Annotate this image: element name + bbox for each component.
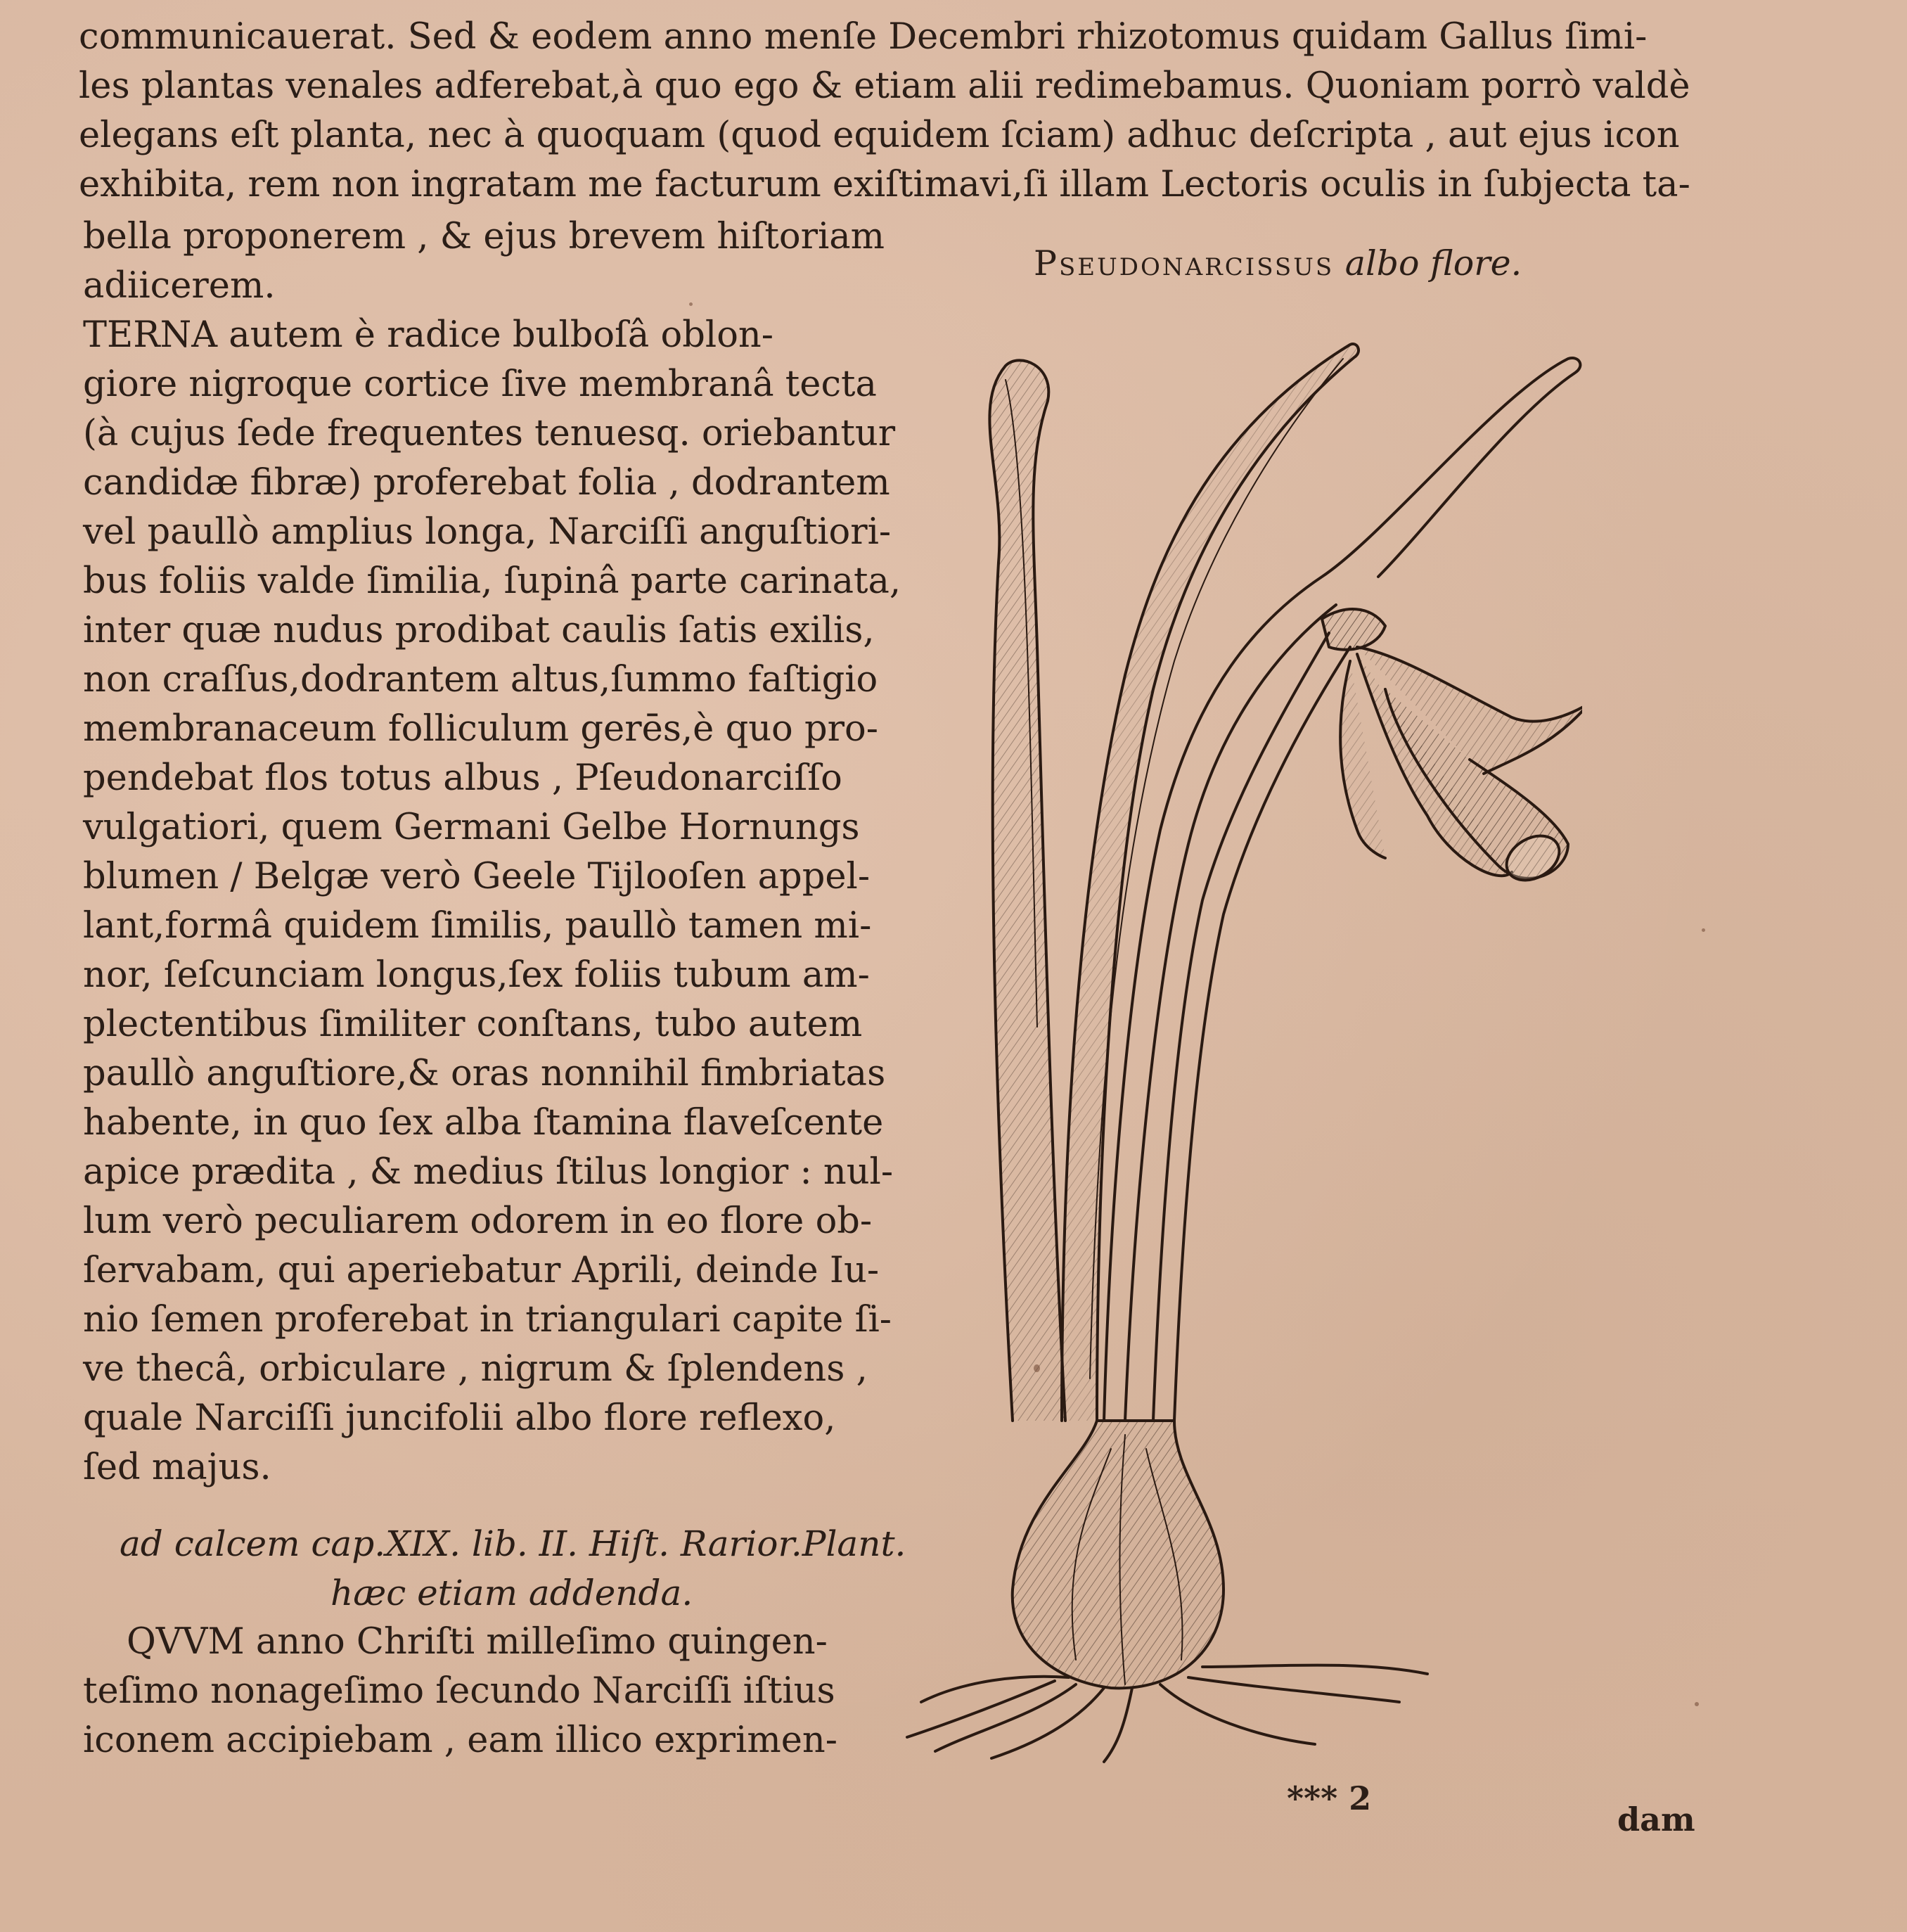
paper-fleck: [1034, 1364, 1040, 1372]
text-line: vulgatiori, quem Germani Gelbe Hornungs: [83, 807, 860, 848]
text-line: apice prædita , & medius ſtilus longior : nul-: [83, 1151, 894, 1193]
paper-fleck: [1695, 1702, 1699, 1706]
text-line: nio ſemen proferebat in triangulari capite ſi-: [83, 1299, 892, 1341]
text-line: quale Narciſſi juncifolii albo flore reflexo,: [83, 1397, 836, 1439]
text-line: candidæ fibræ) proferebat folia , dodrantem: [83, 462, 890, 504]
text-line: ſed majus.: [83, 1447, 271, 1488]
signature-mark: *** 2: [1287, 1779, 1372, 1817]
caption-title: Pseudonarcissus: [1034, 243, 1335, 283]
text-line: les plantas venales adferebat,à quo ego & etiam alii redimebamus. Quoniam porrò valdè: [79, 65, 1690, 107]
paper-fleck: [1702, 928, 1705, 932]
text-line: vel paullò amplius longa, Narciſſi anguſtiori-: [83, 511, 892, 553]
text-line: plectentibus ſimiliter conſtans, tubo autem: [83, 1004, 863, 1045]
figure-caption: [1034, 239, 1522, 288]
italic-note-line: hæc etiam addenda.: [330, 1573, 693, 1613]
daffodil-woodcut-illustration: [893, 324, 1582, 1765]
text-line: lum verò peculiarem odorem in eo flore ob-: [83, 1201, 873, 1242]
caption-subtitle: albo flore.: [1344, 243, 1522, 283]
text-line: lant,formâ quidem ſimilis, paullò tamen mi-: [83, 905, 872, 947]
text-line: non craſſus,dodrantem altus,ſummo faſtigio: [83, 659, 878, 700]
paper-fleck: [689, 302, 693, 306]
text-line: adiicerem.: [83, 265, 276, 307]
text-line: ſervabam, qui aperiebatur Aprili, deinde Iu-: [83, 1250, 880, 1291]
text-line: blumen / Belgæ verò Geele Tijlooſen appel-: [83, 856, 871, 897]
text-line: iconem accipiebam , eam illico exprimen-: [83, 1720, 837, 1761]
text-line: (à cujus ſede frequentes tenuesq. oriebantur: [83, 413, 896, 454]
italic-note-line: ad calcem cap.XIX. lib. II. Hiſt. Rarior.Plant.: [120, 1523, 906, 1564]
text-line: communicauerat. Sed & eodem anno menſe Decembri rhizotomus quidam Gallus ſimi-: [79, 16, 1648, 58]
text-line: exhibita, rem non ingratam me facturum exiſtimavi,ſi illam Lectoris oculis in ſubjecta ta-: [79, 164, 1690, 205]
text-line: membranaceum folliculum gerēs,è quo pro-: [83, 708, 878, 750]
text-line: elegans eſt planta, nec à quoquam (quod equidem ſciam) adhuc deſcripta , aut ejus icon: [79, 115, 1680, 156]
catchword: dam: [1617, 1800, 1695, 1838]
text-line: QVVM anno Chriſti milleſimo quingen-: [127, 1621, 828, 1663]
text-line: bus foliis valde ſimilia, ſupinâ parte carinata,: [83, 561, 901, 602]
text-line: pendebat flos totus albus , Pſeudonarciſſo: [83, 757, 842, 799]
text-line: habente, in quo ſex alba ſtamina flaveſcente: [83, 1102, 884, 1144]
text-line: nor, ſeſcunciam longus,ſex foliis tubum am-: [83, 954, 870, 996]
text-line: inter quæ nudus prodibat caulis ſatis exilis,: [83, 610, 875, 651]
text-line: giore nigroque cortice ſive membranâ tecta: [83, 364, 877, 405]
text-line: paullò anguſtiore,& oras nonnihil fimbriatas: [83, 1053, 886, 1094]
text-line: bella proponerem , & ejus brevem hiſtoriam: [83, 216, 885, 257]
text-line: ve thecâ, orbiculare , nigrum & ſplendens ,: [83, 1348, 868, 1390]
text-line: teſimo nonageſimo ſecundo Narciſſi iſtius: [83, 1670, 835, 1712]
text-line: TERNA autem è radice bulboſâ oblon-: [83, 314, 773, 356]
